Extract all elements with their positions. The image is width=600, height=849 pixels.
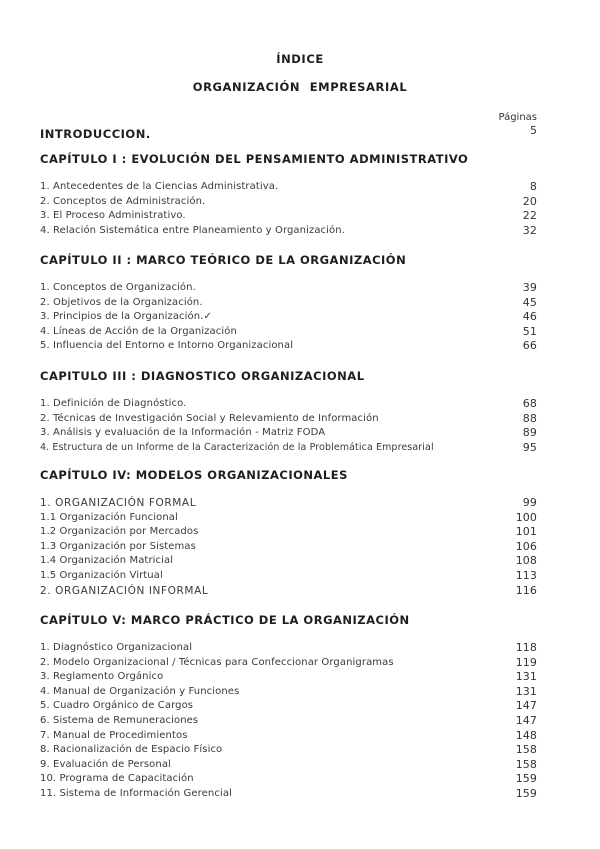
toc-entry [40,656,537,671]
toc-entry [40,397,537,412]
entry-page-number: 20 [522,194,537,208]
entry-text: 1. Definición de Diagnóstico. [40,398,187,409]
entry-text: 3. Análisis y evaluación de la Información - Matriz FODA [40,427,326,439]
entry-text: 1. Conceptos de Organización. [40,282,196,293]
entry-page-number: 45 [522,295,537,309]
entry-page-number: 159 [515,786,537,800]
toc-entry [40,511,537,526]
toc-entry [40,554,537,569]
entry-page-number: 116 [515,583,537,597]
toc-entry [40,325,537,340]
chapter-heading: CAPÍTULO I : EVOLUCIÓN DEL PENSAMIENTO ADMINISTRATIVO [40,152,469,166]
entry-page-number: 118 [515,641,537,654]
entry-text: 1. ORGANIZACIÓN FORMAL [40,497,197,509]
entry-page-number: 22 [522,209,537,223]
entry-text: 1. Diagnóstico Organizacional [40,642,193,653]
entry-text: 2. ORGANIZACIÓN INFORMAL [40,584,209,597]
entry-text: 11. Sistema de Información Gerencial [40,787,232,799]
entry-page-number: 51 [522,324,537,338]
entry-text: 5. Cuadro Orgánico de Cargos [40,700,194,712]
toc-entry [40,670,537,685]
entry-text: 1.5 Organización Virtual [40,569,163,581]
page-title: ÍNDICE [276,52,324,66]
toc-entry [40,281,537,296]
chapter-3 [40,369,537,455]
toc-entry [40,714,537,729]
toc-entry [40,743,537,758]
entry-text: 10. Programa de Capacitación [40,773,194,785]
entry-page-number: 100 [515,510,537,524]
entry-page-number: 106 [515,539,537,553]
entry-text: 2. Objetivos de la Organización. [40,296,203,308]
entry-page-number: 89 [522,426,537,440]
entry-page-number: 131 [515,684,537,698]
toc-entry [40,209,537,224]
entry-page-number: 108 [515,554,537,568]
entry-text: 3. El Proceso Administrativo. [40,210,186,222]
entry-page-number: 158 [515,743,537,757]
chapter-heading: CAPÍTULO II : MARCO TEÓRICO DE LA ORGANIZACIÓN [40,253,407,267]
entry-page-number: 66 [522,339,537,353]
entry-page-number: 32 [522,223,537,237]
entry-text: 3. Reglamento Orgánico [40,671,164,683]
chapter-2 [40,253,537,354]
chapter-4 [40,468,537,598]
toc-entry [40,569,537,584]
entry-page-number: 159 [515,772,537,786]
entry-page-number: 147 [515,699,537,713]
toc-entry [40,496,537,511]
chapter-heading: CAPÍTULO IV: MODELOS ORGANIZACIONALES [40,468,348,482]
entry-page-number: 101 [515,525,537,539]
toc-entry [40,180,537,195]
toc-entry [40,525,537,540]
toc-entry [40,412,537,427]
entry-text: 2. Técnicas de Investigación Social y Relevamiento de Información [40,412,379,424]
toc-entry [40,224,537,239]
toc-entry [40,195,537,210]
entry-page-number: 119 [515,655,537,669]
toc-entry [40,426,537,441]
chapter-heading: CAPÍTULO V: MARCO PRÁCTICO DE LA ORGANIZACIÓN [40,613,410,627]
toc-entry [40,772,537,787]
entry-text: 7. Manual de Procedimientos [40,729,188,741]
entry-text: 4. Líneas de Acción de la Organización [40,325,237,337]
entry-page-number: 158 [515,757,537,771]
entry-text: 4. Estructura de un Informe de la Caracterización de la Problemática Empresarial [40,441,434,453]
entry-text: 1.4 Organización Matricial [40,555,174,567]
entry-page-number: 148 [515,728,537,742]
entry-page-number: 113 [515,568,537,582]
toc-entry [40,787,537,802]
entry-text: 2. Conceptos de Administración. [40,195,206,207]
book-subtitle: ORGANIZACIÓN EMPRESARIAL [192,80,408,94]
chapter-heading: CAPITULO III : DIAGNOSTICO ORGANIZACIONAL [40,369,365,383]
toc-entry [40,729,537,744]
toc-entry [40,758,537,773]
intro-label: INTRODUCCION. [40,127,151,141]
intro-page-number: 5 [530,124,537,137]
entry-text: 1.1 Organización Funcional [40,511,178,523]
entry-text: 9. Evaluación de Personal [40,758,171,770]
entry-text: 1.3 Organización por Sistemas [40,540,196,552]
entry-text: 8. Racionalización de Espacio Físico [40,744,223,756]
toc-entry [40,584,537,599]
entry-page-number: 95 [522,440,537,454]
pages-column-label: Páginas [498,112,537,123]
entry-text: 4. Manual de Organización y Funciones [40,685,240,697]
entry-page-number: 68 [522,397,537,410]
entry-page-number: 46 [522,310,537,324]
intro-entry [40,123,537,142]
chapter-5 [40,613,537,802]
toc-entry [40,540,537,555]
chapter-1 [40,152,537,238]
entry-page-number: 88 [522,411,537,425]
entry-page-number: 147 [515,713,537,727]
entry-text: 3. Principios de la Organización.✓ [40,311,212,323]
entry-text: 1.2 Organización por Mercados [40,526,199,538]
toc-entry [40,641,537,656]
entry-page-number: 8 [529,180,537,193]
entry-text: 1. Antecedentes de la Ciencias Administrativa. [40,181,279,192]
toc-entry [40,685,537,700]
entry-page-number: 131 [515,670,537,684]
entry-text: 5. Influencia del Entorno e Intorno Organizacional [40,340,294,352]
entry-text: 2. Modelo Organizacional / Técnicas para Confeccionar Organigramas [40,656,394,668]
toc-entry [40,441,537,456]
entry-page-number: 99 [522,496,537,509]
toc-entry [40,699,537,714]
entry-page-number: 39 [522,281,537,294]
entry-text: 4. Relación Sistemática entre Planeamiento y Organización. [40,224,345,236]
toc-entry [40,310,537,325]
toc-entry [40,339,537,354]
entry-text: 6. Sistema de Remuneraciones [40,714,199,726]
toc-entry [40,296,537,311]
